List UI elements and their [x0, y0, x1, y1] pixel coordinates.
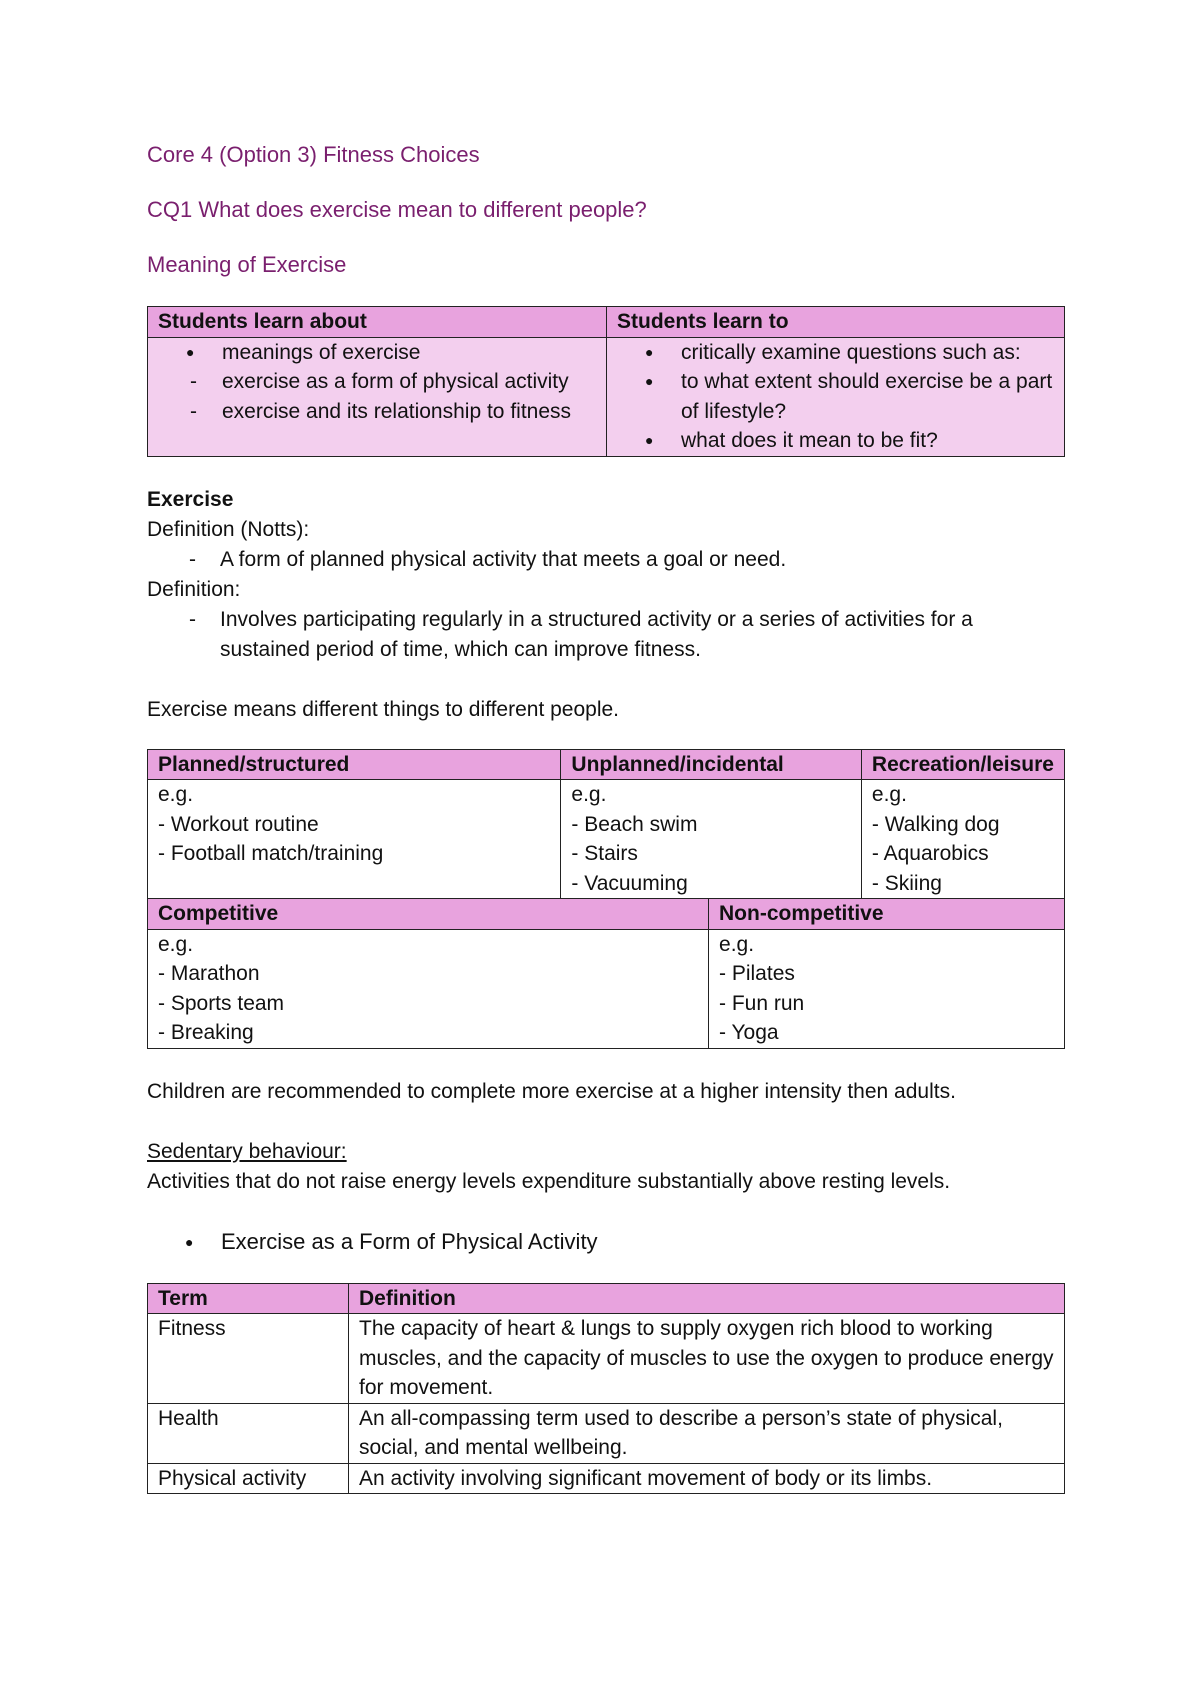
- definition-cell: An activity involving significant movement of body or its limbs.: [349, 1463, 1065, 1494]
- type-cell-competitive: [148, 929, 709, 1048]
- definition-1-text: - A form of planned physical activity that meets a goal or need.: [147, 545, 1067, 575]
- definition-2-text: - Involves participating regularly in a structured activity or a series of activities for a sustained period of time, which can improve fitness.: [147, 605, 1067, 665]
- syllabus-col2-header: Students learn to: [607, 307, 1065, 338]
- terms-header-definition: Definition: [349, 1283, 1065, 1314]
- list-item: - Beach swim: [571, 812, 698, 836]
- list-item: - Pilates: [719, 962, 795, 985]
- list-item: e.g.: [571, 783, 607, 806]
- sedentary-label: Sedentary behaviour:: [147, 1139, 347, 1163]
- list-item: - Workout routine: [158, 812, 319, 836]
- list-item: e.g.: [719, 932, 755, 956]
- definition-2-label: Definition:: [147, 577, 241, 601]
- type-cell-recreation: [861, 780, 1064, 899]
- children-note: Children are recommended to complete more exercise at a higher intensity then adults.: [147, 1079, 956, 1103]
- definition-1-label: Definition (Notts):: [147, 517, 310, 541]
- type-header-noncompetitive: Non-competitive: [709, 899, 1065, 930]
- document-page: [147, 140, 1067, 1494]
- exercise-types-table: [147, 749, 1065, 1049]
- list-item: - Skiing: [871, 871, 942, 895]
- list-item: ● to what extent should exercise be a part of lifestyle?: [607, 367, 1064, 426]
- bullet-heading: ● Exercise as a Form of Physical Activity: [147, 1227, 1067, 1257]
- type-cell-planned: [148, 780, 561, 899]
- table-row: [148, 1463, 1065, 1494]
- list-item: - Sports team: [158, 991, 285, 1015]
- exercise-heading: Exercise: [147, 487, 234, 511]
- section-title: Meaning of Exercise: [147, 252, 347, 277]
- type-header-recreation: Recreation/leisure: [861, 749, 1064, 780]
- table-row: [148, 1314, 1065, 1404]
- type-header-planned: Planned/structured: [148, 749, 561, 780]
- content-question: CQ1 What does exercise mean to different people?: [147, 197, 647, 222]
- list-item: - exercise as a form of physical activity: [148, 367, 606, 397]
- list-item: - Walking dog: [871, 812, 1000, 836]
- list-item: e.g.: [871, 783, 907, 806]
- table-row: [148, 1403, 1065, 1463]
- syllabus-col1-header: Students learn about: [148, 307, 607, 338]
- terms-table: [147, 1283, 1065, 1495]
- list-item: - Yoga: [719, 1021, 779, 1044]
- type-header-unplanned: Unplanned/incidental: [561, 749, 861, 780]
- list-item: - exercise and its relationship to fitness: [148, 397, 606, 427]
- term-cell: Health: [148, 1403, 349, 1463]
- list-item: ● critically examine questions such as:: [607, 338, 1064, 368]
- definition-cell: The capacity of heart & lungs to supply oxygen rich blood to working muscles, and the capacity of muscles to use the oxygen to produce energy for movement.: [349, 1314, 1065, 1404]
- list-item: - Stairs: [571, 842, 638, 865]
- term-cell: Physical activity: [148, 1463, 349, 1494]
- list-item: e.g.: [158, 783, 194, 806]
- syllabus-col1-cell: [148, 337, 607, 456]
- list-item: - Aquarobics: [871, 842, 989, 865]
- definition-cell: An all-compassing term used to describe a person’s state of physical, social, and mental wellbeing.: [349, 1403, 1065, 1463]
- list-item: - Football match/training: [158, 842, 384, 865]
- list-item: ● meanings of exercise: [148, 338, 606, 368]
- list-item: e.g.: [158, 932, 194, 956]
- list-item: ● what does it mean to be fit?: [607, 426, 1064, 456]
- list-item: - Breaking: [158, 1021, 254, 1044]
- list-item: - Marathon: [158, 962, 260, 985]
- document-title: Core 4 (Option 3) Fitness Choices: [147, 142, 480, 167]
- syllabus-col2-cell: [607, 337, 1065, 456]
- type-header-competitive: Competitive: [148, 899, 709, 930]
- type-cell-noncompetitive: [709, 929, 1065, 1048]
- type-cell-unplanned: [561, 780, 861, 899]
- list-item: - Vacuuming: [571, 871, 688, 895]
- syllabus-table: [147, 306, 1065, 457]
- sedentary-text: Activities that do not raise energy levels expenditure substantially above resting levels.: [147, 1169, 951, 1193]
- exercise-means-text: Exercise means different things to different people.: [147, 697, 620, 721]
- term-cell: Fitness: [148, 1314, 349, 1404]
- list-item: - Fun run: [719, 991, 805, 1015]
- terms-header-term: Term: [148, 1283, 349, 1314]
